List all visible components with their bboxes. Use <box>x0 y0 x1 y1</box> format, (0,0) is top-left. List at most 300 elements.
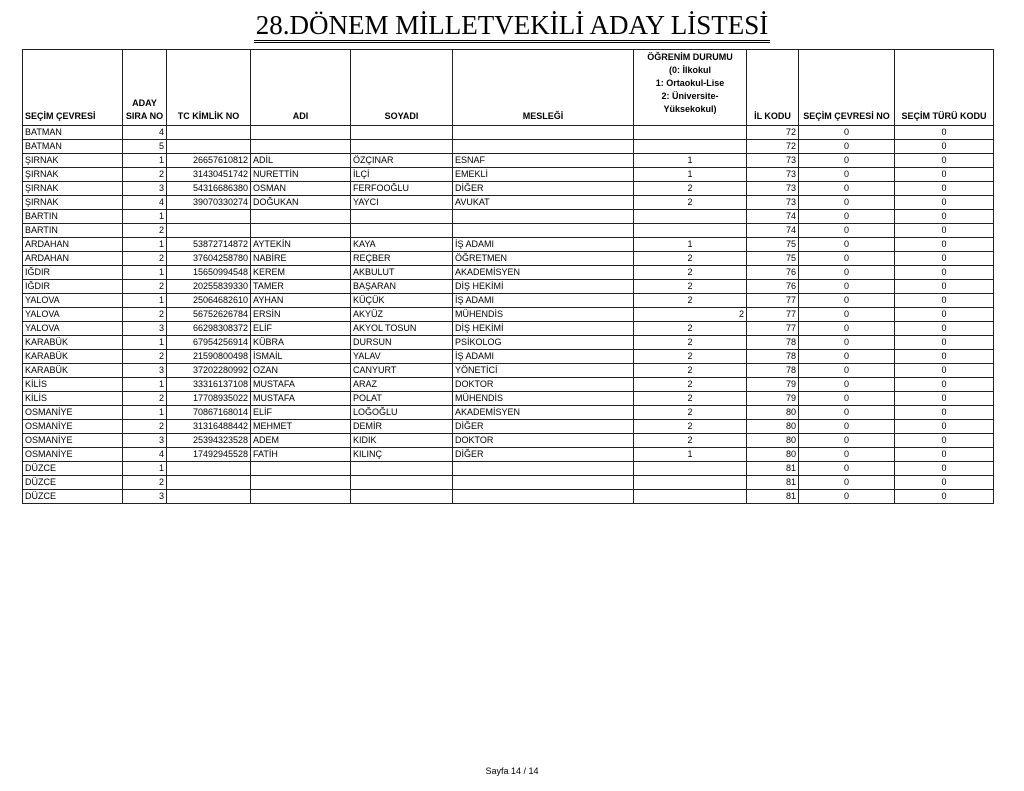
cell-secim-turu-kodu: 0 <box>895 350 994 364</box>
cell-il-kodu: 80 <box>747 406 799 420</box>
cell-secim-turu-kodu: 0 <box>895 210 994 224</box>
cell-il-kodu: 80 <box>747 420 799 434</box>
table-row <box>23 266 994 280</box>
cell-adi: OZAN <box>251 364 351 378</box>
cell-soyadi: KAYA <box>351 238 453 252</box>
cell-secim-cevresi: OSMANİYE <box>23 420 123 434</box>
cell-tc-kimlik-no: 20255839330 <box>167 280 251 294</box>
table-row <box>23 238 994 252</box>
header-ogrenim-line2: (0: İlkokul <box>668 65 711 75</box>
header-meslegi: MESLEĞİ <box>453 50 634 126</box>
cell-soyadi <box>351 490 453 504</box>
cell-soyadi: AKBULUT <box>351 266 453 280</box>
cell-il-kodu: 81 <box>747 490 799 504</box>
cell-secim-cevresi-no: 0 <box>799 392 895 406</box>
cell-secim-cevresi: ŞIRNAK <box>23 154 123 168</box>
cell-aday-sira-no: 2 <box>123 280 167 294</box>
cell-ogrenim-durumu: 2 <box>634 378 747 392</box>
cell-secim-turu-kodu: 0 <box>895 196 994 210</box>
cell-secim-turu-kodu: 0 <box>895 294 994 308</box>
table-row <box>23 406 994 420</box>
cell-soyadi: AKYOL TOSUN <box>351 322 453 336</box>
cell-meslegi: ESNAF <box>453 154 634 168</box>
cell-il-kodu: 80 <box>747 448 799 462</box>
table-row <box>23 182 994 196</box>
cell-il-kodu: 73 <box>747 154 799 168</box>
cell-meslegi: ÖĞRETMEN <box>453 252 634 266</box>
header-tc-kimlik-no: TC KİMLİK NO <box>167 50 251 126</box>
cell-secim-cevresi: IĞDIR <box>23 266 123 280</box>
cell-meslegi <box>453 462 634 476</box>
cell-tc-kimlik-no <box>167 476 251 490</box>
cell-secim-cevresi: ŞIRNAK <box>23 196 123 210</box>
cell-secim-cevresi-no: 0 <box>799 322 895 336</box>
cell-ogrenim-durumu: 2 <box>634 420 747 434</box>
cell-il-kodu: 74 <box>747 224 799 238</box>
cell-adi: KÜBRA <box>251 336 351 350</box>
cell-il-kodu: 75 <box>747 238 799 252</box>
cell-adi: DOĞUKAN <box>251 196 351 210</box>
cell-adi: AYHAN <box>251 294 351 308</box>
cell-aday-sira-no: 1 <box>123 210 167 224</box>
cell-soyadi: KÜÇÜK <box>351 294 453 308</box>
cell-ogrenim-durumu: 1 <box>634 168 747 182</box>
cell-secim-turu-kodu: 0 <box>895 308 994 322</box>
cell-secim-cevresi-no: 0 <box>799 308 895 322</box>
cell-meslegi <box>453 210 634 224</box>
cell-aday-sira-no: 1 <box>123 154 167 168</box>
cell-tc-kimlik-no: 31316488442 <box>167 420 251 434</box>
table-row <box>23 280 994 294</box>
cell-aday-sira-no: 3 <box>123 490 167 504</box>
cell-il-kodu: 81 <box>747 476 799 490</box>
cell-soyadi: LOĞOĞLU <box>351 406 453 420</box>
cell-meslegi: DİĞER <box>453 448 634 462</box>
cell-meslegi: AKADEMİSYEN <box>453 266 634 280</box>
cell-secim-cevresi-no: 0 <box>799 224 895 238</box>
table-row <box>23 420 994 434</box>
cell-il-kodu: 77 <box>747 294 799 308</box>
header-secim-cevresi: SEÇİM ÇEVRESİ <box>23 50 123 126</box>
cell-ogrenim-durumu <box>634 490 747 504</box>
cell-soyadi: YALAV <box>351 350 453 364</box>
table-row <box>23 336 994 350</box>
cell-ogrenim-durumu: 1 <box>634 238 747 252</box>
cell-soyadi: YAYCI <box>351 196 453 210</box>
cell-adi <box>251 490 351 504</box>
cell-il-kodu: 73 <box>747 196 799 210</box>
cell-adi: OSMAN <box>251 182 351 196</box>
cell-soyadi <box>351 126 453 140</box>
table-row <box>23 210 994 224</box>
cell-ogrenim-durumu: 2 <box>634 182 747 196</box>
table-row <box>23 378 994 392</box>
cell-tc-kimlik-no: 25394323528 <box>167 434 251 448</box>
cell-secim-cevresi-no: 0 <box>799 378 895 392</box>
cell-ogrenim-durumu: 2 <box>634 434 747 448</box>
cell-secim-cevresi-no: 0 <box>799 336 895 350</box>
cell-tc-kimlik-no <box>167 126 251 140</box>
cell-tc-kimlik-no: 39070330274 <box>167 196 251 210</box>
cell-ogrenim-durumu: 2 <box>634 280 747 294</box>
cell-secim-turu-kodu: 0 <box>895 448 994 462</box>
cell-secim-cevresi-no: 0 <box>799 238 895 252</box>
table-row <box>23 126 994 140</box>
cell-secim-cevresi: OSMANİYE <box>23 448 123 462</box>
cell-secim-cevresi: BATMAN <box>23 126 123 140</box>
cell-aday-sira-no: 2 <box>123 420 167 434</box>
cell-secim-turu-kodu: 0 <box>895 420 994 434</box>
table-row <box>23 350 994 364</box>
cell-soyadi: AKYÜZ <box>351 308 453 322</box>
cell-aday-sira-no: 2 <box>123 168 167 182</box>
cell-secim-cevresi: IĞDIR <box>23 280 123 294</box>
cell-soyadi: POLAT <box>351 392 453 406</box>
cell-aday-sira-no: 4 <box>123 126 167 140</box>
cell-ogrenim-durumu: 2 <box>634 252 747 266</box>
cell-ogrenim-durumu <box>634 126 747 140</box>
cell-secim-cevresi-no: 0 <box>799 364 895 378</box>
cell-secim-cevresi: BARTIN <box>23 210 123 224</box>
cell-tc-kimlik-no <box>167 462 251 476</box>
cell-ogrenim-durumu: 2 <box>634 294 747 308</box>
cell-il-kodu: 73 <box>747 182 799 196</box>
cell-adi <box>251 210 351 224</box>
cell-ogrenim-durumu: 2 <box>634 266 747 280</box>
cell-ogrenim-durumu: 2 <box>634 406 747 420</box>
cell-secim-cevresi-no: 0 <box>799 168 895 182</box>
cell-ogrenim-durumu: 2 <box>634 350 747 364</box>
cell-secim-turu-kodu: 0 <box>895 224 994 238</box>
cell-secim-cevresi: OSMANİYE <box>23 406 123 420</box>
cell-il-kodu: 78 <box>747 350 799 364</box>
cell-secim-turu-kodu: 0 <box>895 392 994 406</box>
cell-secim-cevresi: BARTIN <box>23 224 123 238</box>
cell-meslegi: DİĞER <box>453 182 634 196</box>
cell-secim-cevresi: ARDAHAN <box>23 252 123 266</box>
cell-adi: ELİF <box>251 322 351 336</box>
cell-soyadi: DURSUN <box>351 336 453 350</box>
cell-adi: MUSTAFA <box>251 378 351 392</box>
cell-soyadi: ÖZÇINAR <box>351 154 453 168</box>
cell-il-kodu: 78 <box>747 364 799 378</box>
cell-secim-turu-kodu: 0 <box>895 140 994 154</box>
cell-aday-sira-no: 1 <box>123 266 167 280</box>
cell-aday-sira-no: 3 <box>123 364 167 378</box>
cell-il-kodu: 73 <box>747 168 799 182</box>
cell-aday-sira-no: 2 <box>123 476 167 490</box>
cell-secim-turu-kodu: 0 <box>895 238 994 252</box>
cell-adi: ELİF <box>251 406 351 420</box>
cell-aday-sira-no: 1 <box>123 336 167 350</box>
cell-tc-kimlik-no <box>167 140 251 154</box>
cell-adi <box>251 462 351 476</box>
cell-aday-sira-no: 1 <box>123 378 167 392</box>
cell-meslegi: EMEKLİ <box>453 168 634 182</box>
cell-tc-kimlik-no: 37202280992 <box>167 364 251 378</box>
cell-secim-cevresi-no: 0 <box>799 490 895 504</box>
cell-aday-sira-no: 2 <box>123 350 167 364</box>
cell-ogrenim-durumu <box>634 224 747 238</box>
cell-soyadi <box>351 224 453 238</box>
header-soyadi: SOYADI <box>351 50 453 126</box>
cell-aday-sira-no: 1 <box>123 238 167 252</box>
cell-tc-kimlik-no: 15650994548 <box>167 266 251 280</box>
table-row <box>23 364 994 378</box>
cell-tc-kimlik-no: 33316137108 <box>167 378 251 392</box>
cell-secim-cevresi-no: 0 <box>799 210 895 224</box>
cell-meslegi <box>453 476 634 490</box>
page-footer: Sayfa 14 / 14 <box>485 766 539 776</box>
cell-adi: NABİRE <box>251 252 351 266</box>
table-row <box>23 224 994 238</box>
cell-meslegi: DİŞ HEKİMİ <box>453 280 634 294</box>
cell-il-kodu: 78 <box>747 336 799 350</box>
cell-adi: KEREM <box>251 266 351 280</box>
cell-secim-turu-kodu: 0 <box>895 322 994 336</box>
cell-meslegi: MÜHENDİS <box>453 392 634 406</box>
cell-secim-turu-kodu: 0 <box>895 336 994 350</box>
cell-secim-turu-kodu: 0 <box>895 364 994 378</box>
cell-aday-sira-no: 2 <box>123 392 167 406</box>
cell-secim-cevresi-no: 0 <box>799 154 895 168</box>
cell-secim-cevresi: KARABÜK <box>23 364 123 378</box>
cell-secim-cevresi-no: 0 <box>799 420 895 434</box>
cell-il-kodu: 77 <box>747 308 799 322</box>
cell-secim-cevresi: KARABÜK <box>23 350 123 364</box>
cell-aday-sira-no: 1 <box>123 294 167 308</box>
cell-secim-cevresi-no: 0 <box>799 350 895 364</box>
cell-secim-turu-kodu: 0 <box>895 476 994 490</box>
cell-secim-cevresi: BATMAN <box>23 140 123 154</box>
cell-meslegi: YÖNETİCİ <box>453 364 634 378</box>
cell-tc-kimlik-no: 17492945528 <box>167 448 251 462</box>
cell-ogrenim-durumu: 2 <box>634 196 747 210</box>
cell-secim-cevresi-no: 0 <box>799 126 895 140</box>
cell-adi: ADİL <box>251 154 351 168</box>
cell-secim-cevresi-no: 0 <box>799 252 895 266</box>
header-ogrenim-line3: 1: Ortaokul-Lise <box>655 78 725 88</box>
cell-tc-kimlik-no <box>167 490 251 504</box>
cell-meslegi <box>453 224 634 238</box>
cell-secim-cevresi-no: 0 <box>799 448 895 462</box>
table-row <box>23 252 994 266</box>
cell-meslegi <box>453 126 634 140</box>
cell-tc-kimlik-no: 70867168014 <box>167 406 251 420</box>
cell-il-kodu: 81 <box>747 462 799 476</box>
cell-soyadi: İLÇİ <box>351 168 453 182</box>
cell-il-kodu: 80 <box>747 434 799 448</box>
cell-secim-cevresi: OSMANİYE <box>23 434 123 448</box>
cell-il-kodu: 77 <box>747 322 799 336</box>
header-ogrenim-line1: ÖĞRENİM DURUMU <box>647 52 733 62</box>
cell-adi: AYTEKİN <box>251 238 351 252</box>
cell-ogrenim-durumu <box>634 462 747 476</box>
candidate-table <box>22 49 994 504</box>
cell-adi: ADEM <box>251 434 351 448</box>
table-row <box>23 308 994 322</box>
cell-adi: İSMAİL <box>251 350 351 364</box>
cell-secim-cevresi: DÜZCE <box>23 476 123 490</box>
table-row <box>23 294 994 308</box>
cell-adi: FATİH <box>251 448 351 462</box>
cell-secim-turu-kodu: 0 <box>895 280 994 294</box>
cell-secim-cevresi: DÜZCE <box>23 462 123 476</box>
cell-il-kodu: 74 <box>747 210 799 224</box>
cell-secim-turu-kodu: 0 <box>895 406 994 420</box>
cell-adi <box>251 126 351 140</box>
cell-secim-turu-kodu: 0 <box>895 168 994 182</box>
table-row <box>23 448 994 462</box>
header-ogrenim-line5: Yüksekokul) <box>663 104 717 114</box>
cell-aday-sira-no: 2 <box>123 224 167 238</box>
cell-soyadi: KIDIK <box>351 434 453 448</box>
cell-secim-cevresi-no: 0 <box>799 196 895 210</box>
cell-il-kodu: 72 <box>747 140 799 154</box>
cell-ogrenim-durumu: 2 <box>634 364 747 378</box>
cell-il-kodu: 79 <box>747 392 799 406</box>
cell-secim-cevresi: YALOVA <box>23 308 123 322</box>
cell-tc-kimlik-no: 26657610812 <box>167 154 251 168</box>
cell-il-kodu: 79 <box>747 378 799 392</box>
cell-aday-sira-no: 5 <box>123 140 167 154</box>
cell-secim-turu-kodu: 0 <box>895 378 994 392</box>
cell-secim-turu-kodu: 0 <box>895 126 994 140</box>
header-aday-sira-no-line1: ADAY <box>132 98 157 108</box>
cell-adi: MEHMET <box>251 420 351 434</box>
cell-secim-turu-kodu: 0 <box>895 490 994 504</box>
header-ogrenim-durumu <box>634 50 747 126</box>
cell-soyadi: REÇBER <box>351 252 453 266</box>
cell-meslegi: İŞ ADAMI <box>453 350 634 364</box>
table-header-row <box>23 50 994 126</box>
cell-soyadi: KILINÇ <box>351 448 453 462</box>
cell-meslegi: DİŞ HEKİMİ <box>453 322 634 336</box>
header-il-kodu: İL KODU <box>747 50 799 126</box>
cell-tc-kimlik-no <box>167 210 251 224</box>
cell-secim-turu-kodu: 0 <box>895 434 994 448</box>
cell-adi <box>251 476 351 490</box>
cell-ogrenim-durumu: 2 <box>634 308 747 322</box>
cell-soyadi <box>351 476 453 490</box>
cell-soyadi <box>351 140 453 154</box>
cell-secim-cevresi-no: 0 <box>799 280 895 294</box>
cell-secim-cevresi: KİLİS <box>23 392 123 406</box>
cell-aday-sira-no: 3 <box>123 434 167 448</box>
cell-soyadi <box>351 210 453 224</box>
page-title-text: 28.DÖNEM MİLLETVEKİLİ ADAY LİSTESİ <box>254 10 770 43</box>
cell-aday-sira-no: 4 <box>123 196 167 210</box>
cell-adi: MUSTAFA <box>251 392 351 406</box>
cell-adi <box>251 224 351 238</box>
cell-ogrenim-durumu <box>634 140 747 154</box>
cell-secim-cevresi-no: 0 <box>799 476 895 490</box>
cell-adi: TAMER <box>251 280 351 294</box>
cell-tc-kimlik-no: 54316686380 <box>167 182 251 196</box>
table-row <box>23 392 994 406</box>
cell-adi <box>251 140 351 154</box>
cell-aday-sira-no: 3 <box>123 182 167 196</box>
cell-secim-cevresi: YALOVA <box>23 322 123 336</box>
cell-aday-sira-no: 1 <box>123 462 167 476</box>
table-row <box>23 490 994 504</box>
cell-meslegi <box>453 490 634 504</box>
cell-meslegi: MÜHENDİS <box>453 308 634 322</box>
cell-meslegi <box>453 140 634 154</box>
cell-meslegi: İŞ ADAMI <box>453 238 634 252</box>
page-title <box>0 8 1024 43</box>
cell-soyadi: BAŞARAN <box>351 280 453 294</box>
table-row <box>23 168 994 182</box>
cell-secim-turu-kodu: 0 <box>895 154 994 168</box>
table-row <box>23 462 994 476</box>
header-secim-cevresi-no: SEÇİM ÇEVRESİ NO <box>799 50 895 126</box>
header-aday-sira-no <box>123 50 167 126</box>
cell-ogrenim-durumu: 1 <box>634 154 747 168</box>
table-row <box>23 322 994 336</box>
table-row <box>23 140 994 154</box>
cell-secim-cevresi-no: 0 <box>799 406 895 420</box>
cell-aday-sira-no: 2 <box>123 308 167 322</box>
cell-aday-sira-no: 4 <box>123 448 167 462</box>
table-row <box>23 476 994 490</box>
cell-meslegi: PSİKOLOG <box>453 336 634 350</box>
cell-secim-cevresi: DÜZCE <box>23 490 123 504</box>
cell-secim-cevresi: KARABÜK <box>23 336 123 350</box>
cell-tc-kimlik-no: 67954256914 <box>167 336 251 350</box>
header-aday-sira-no-line2: SIRA NO <box>125 111 164 121</box>
cell-tc-kimlik-no: 66298308372 <box>167 322 251 336</box>
table-row <box>23 196 994 210</box>
cell-adi: ERSİN <box>251 308 351 322</box>
cell-soyadi: DEMİR <box>351 420 453 434</box>
cell-ogrenim-durumu: 2 <box>634 392 747 406</box>
cell-ogrenim-durumu: 2 <box>634 322 747 336</box>
cell-il-kodu: 72 <box>747 126 799 140</box>
cell-aday-sira-no: 1 <box>123 406 167 420</box>
table-row <box>23 434 994 448</box>
cell-soyadi <box>351 462 453 476</box>
cell-secim-turu-kodu: 0 <box>895 266 994 280</box>
cell-soyadi: ARAZ <box>351 378 453 392</box>
cell-secim-cevresi: ŞIRNAK <box>23 168 123 182</box>
cell-tc-kimlik-no: 56752626784 <box>167 308 251 322</box>
cell-secim-cevresi-no: 0 <box>799 266 895 280</box>
cell-secim-cevresi: ARDAHAN <box>23 238 123 252</box>
cell-tc-kimlik-no: 31430451742 <box>167 168 251 182</box>
cell-secim-turu-kodu: 0 <box>895 182 994 196</box>
cell-secim-cevresi-no: 0 <box>799 294 895 308</box>
header-ogrenim-line4: 2: Üniversite- <box>661 91 719 101</box>
cell-secim-cevresi-no: 0 <box>799 140 895 154</box>
cell-secim-cevresi-no: 0 <box>799 182 895 196</box>
cell-adi: NURETTİN <box>251 168 351 182</box>
cell-tc-kimlik-no: 21590800498 <box>167 350 251 364</box>
cell-soyadi: FERFOOĞLU <box>351 182 453 196</box>
cell-ogrenim-durumu <box>634 476 747 490</box>
cell-secim-cevresi: YALOVA <box>23 294 123 308</box>
cell-tc-kimlik-no: 53872714872 <box>167 238 251 252</box>
cell-ogrenim-durumu: 2 <box>634 336 747 350</box>
cell-tc-kimlik-no <box>167 224 251 238</box>
cell-secim-cevresi: KİLİS <box>23 378 123 392</box>
cell-tc-kimlik-no: 25064682610 <box>167 294 251 308</box>
cell-il-kodu: 75 <box>747 252 799 266</box>
cell-tc-kimlik-no: 37604258780 <box>167 252 251 266</box>
cell-secim-cevresi-no: 0 <box>799 434 895 448</box>
cell-secim-turu-kodu: 0 <box>895 462 994 476</box>
table-row <box>23 154 994 168</box>
